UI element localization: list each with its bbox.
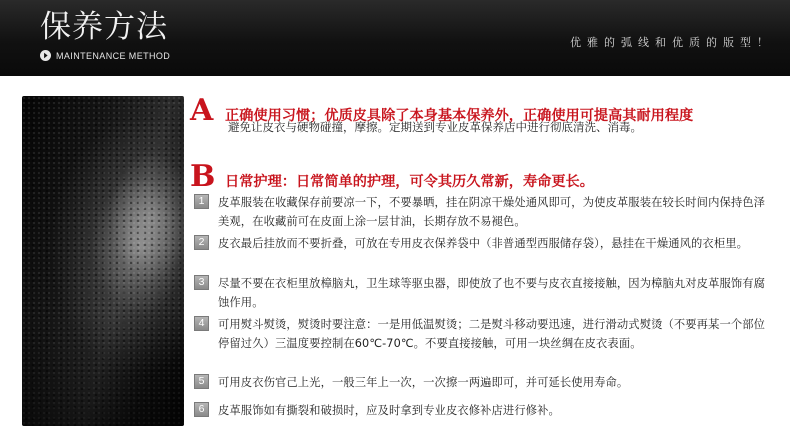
list-item	[194, 401, 773, 420]
item-number-badge: 2	[194, 235, 209, 250]
subtitle-text: MAINTENANCE METHOD	[56, 50, 171, 61]
list-item	[194, 315, 773, 353]
list-item	[194, 234, 773, 253]
section-letter-b: B	[190, 159, 216, 194]
item-number-badge: 1	[194, 194, 209, 209]
header-banner	[0, 0, 790, 76]
list-item	[194, 193, 773, 231]
section-letter-a: A	[190, 93, 214, 128]
page-title: 保养方法	[40, 9, 168, 45]
leather-texture-image	[22, 96, 184, 426]
section-subtitle	[40, 50, 170, 61]
item-number-badge: 5	[194, 374, 209, 389]
section-a-description: 避免让皮衣与硬物碰撞，摩擦。定期送到专业皮革保养店中进行彻底清洗、消毒。	[228, 120, 642, 134]
item-text: 可用皮衣伤官己上光，一般三年上一次，一次擦一两遍即可，并可延长使用寿命。	[218, 376, 629, 389]
section-a-title: 正确使用习惯；优质皮具除了本身基本保养外，正确使用可提高其耐用程度	[225, 108, 694, 124]
arrow-right-icon	[40, 50, 51, 61]
item-number-badge: 6	[194, 402, 209, 417]
section-b-heading	[190, 159, 594, 194]
item-text: 皮革服装在收藏保存前要凉一下，不要暴晒，挂在阴凉干燥处通风即可，为使皮革服装在较长时间内保持色泽美观，在收藏前可在皮面上涂一层甘油，长期存放不易褪色。	[218, 196, 766, 228]
item-text: 皮革服饰如有撕裂和破损时，应及时拿到专业皮衣修补店进行修补。	[218, 404, 560, 417]
list-item	[194, 373, 773, 392]
section-b-title: 日常护理：日常简单的护理，可令其历久常新，寿命更长。	[225, 174, 594, 190]
tagline: 优雅的弧线和优质的版型！	[570, 36, 774, 49]
item-number-badge: 4	[194, 316, 209, 331]
item-text: 皮衣最后挂放而不要折叠，可放在专用皮衣保养袋中（非普通型西服储存袋），悬挂在干燥通风的衣柜里。	[218, 237, 749, 250]
item-text: 尽量不要在衣柜里放樟脑丸，卫生球等驱虫器，即使放了也不要与皮衣直接接触，因为樟脑丸对皮革服饰有腐蚀作用。	[218, 277, 766, 309]
item-number-badge: 3	[194, 275, 209, 290]
list-item	[194, 274, 773, 312]
item-text: 可用熨斗熨烫，熨烫时要注意：一是用低温熨烫；二是熨斗移动要迅速，进行滑动式熨烫（不要再某一个部位停留过久）三温度要控制在60℃-70℃。不要直接接触，可用一块丝绸在皮衣表面。	[218, 318, 766, 350]
